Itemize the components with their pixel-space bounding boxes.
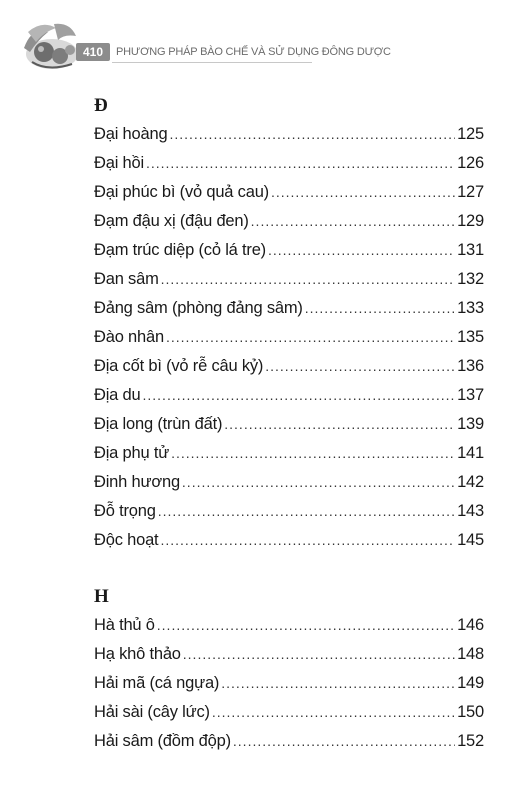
dot-leader bbox=[212, 698, 455, 727]
section-letter: Đ bbox=[94, 95, 108, 116]
entry-page-number: 142 bbox=[457, 473, 484, 491]
entry-page-number: 152 bbox=[457, 732, 484, 750]
index-entry bbox=[94, 265, 484, 294]
dot-leader bbox=[146, 149, 455, 178]
index-section-h bbox=[94, 583, 484, 756]
entry-page-number: 146 bbox=[457, 616, 484, 634]
dot-leader bbox=[169, 120, 455, 149]
entry-name: Hải sâm (đồm độp) bbox=[94, 732, 231, 750]
entry-name: Hải mã (cá ngựa) bbox=[94, 674, 220, 692]
dot-leader bbox=[305, 294, 455, 323]
index-entry bbox=[94, 410, 484, 439]
index-list bbox=[94, 92, 484, 756]
index-entry bbox=[94, 698, 484, 727]
index-entry bbox=[94, 381, 484, 410]
dot-leader bbox=[251, 207, 455, 236]
entry-page-number: 149 bbox=[457, 674, 484, 692]
entry-page-number: 139 bbox=[457, 415, 484, 433]
index-entry bbox=[94, 669, 484, 698]
index-entry bbox=[94, 149, 484, 178]
entry-page-number: 133 bbox=[457, 299, 484, 317]
entry-name: Địa cốt bì (vỏ rễ câu kỷ) bbox=[94, 357, 264, 375]
entry-name: Địa long (trùn đất) bbox=[94, 415, 223, 433]
entry-name: Đào nhân bbox=[94, 328, 164, 346]
dot-leader bbox=[161, 265, 455, 294]
entry-page-number: 150 bbox=[457, 703, 484, 721]
entry-name: Đạm đậu xị (đậu đen) bbox=[94, 212, 249, 230]
entry-page-number: 135 bbox=[457, 328, 484, 346]
dot-leader bbox=[158, 497, 455, 526]
entry-name: Địa phụ tử bbox=[94, 444, 170, 462]
dot-leader bbox=[183, 640, 455, 669]
index-entry bbox=[94, 294, 484, 323]
index-entry bbox=[94, 611, 484, 640]
index-entry bbox=[94, 727, 484, 756]
entry-page-number: 143 bbox=[457, 502, 484, 520]
index-entry bbox=[94, 236, 484, 265]
dot-leader bbox=[182, 468, 455, 497]
entry-page-number: 145 bbox=[457, 531, 484, 549]
index-entry bbox=[94, 497, 484, 526]
dot-leader bbox=[160, 526, 455, 555]
dot-leader bbox=[268, 236, 455, 265]
entry-name: Đan sâm bbox=[94, 270, 159, 288]
index-entry bbox=[94, 526, 484, 555]
entry-name: Đại phúc bì (vỏ quả cau) bbox=[94, 183, 269, 201]
index-entry bbox=[94, 468, 484, 497]
page-number-badge: 410 bbox=[76, 43, 110, 61]
dot-leader bbox=[221, 669, 455, 698]
entry-name: Đại hoàng bbox=[94, 125, 168, 143]
herbs-illustration-icon bbox=[18, 18, 80, 74]
entry-name: Đảng sâm (phòng đảng sâm) bbox=[94, 299, 303, 317]
dot-leader bbox=[171, 439, 455, 468]
index-entry bbox=[94, 352, 484, 381]
section-spacer bbox=[94, 555, 484, 583]
index-entry bbox=[94, 207, 484, 236]
entry-name: Hà thủ ô bbox=[94, 616, 155, 634]
entry-name: Độc hoạt bbox=[94, 531, 159, 549]
section-entries bbox=[94, 120, 484, 555]
entry-page-number: 125 bbox=[457, 125, 484, 143]
index-entry bbox=[94, 640, 484, 669]
entry-page-number: 141 bbox=[457, 444, 484, 462]
section-entries bbox=[94, 611, 484, 756]
index-entry bbox=[94, 323, 484, 352]
entry-page-number: 131 bbox=[457, 241, 484, 259]
section-letter: H bbox=[94, 586, 109, 607]
entry-page-number: 148 bbox=[457, 645, 484, 663]
entry-page-number: 126 bbox=[457, 154, 484, 172]
dot-leader bbox=[143, 381, 456, 410]
dot-leader bbox=[233, 727, 455, 756]
entry-page-number: 137 bbox=[457, 386, 484, 404]
page-header bbox=[0, 0, 532, 80]
dot-leader bbox=[166, 323, 455, 352]
index-entry bbox=[94, 120, 484, 149]
entry-name: Đỗ trọng bbox=[94, 502, 156, 520]
dot-leader bbox=[224, 410, 455, 439]
entry-page-number: 132 bbox=[457, 270, 484, 288]
running-title: PHƯƠNG PHÁP BÀO CHẾ VÀ SỬ DỤNG ĐÔNG DƯỢC bbox=[116, 46, 391, 58]
entry-page-number: 129 bbox=[457, 212, 484, 230]
index-entry bbox=[94, 439, 484, 468]
entry-page-number: 136 bbox=[457, 357, 484, 375]
entry-name: Hải sài (cây lức) bbox=[94, 703, 210, 721]
index-section-d bbox=[94, 92, 484, 555]
entry-name: Địa du bbox=[94, 386, 141, 404]
entry-name: Đại hồi bbox=[94, 154, 144, 172]
entry-name: Hạ khô thảo bbox=[94, 645, 181, 663]
entry-name: Đinh hương bbox=[94, 473, 180, 491]
dot-leader bbox=[271, 178, 455, 207]
index-entry bbox=[94, 178, 484, 207]
header-divider bbox=[112, 62, 312, 63]
entry-name: Đạm trúc diệp (cỏ lá tre) bbox=[94, 241, 266, 259]
dot-leader bbox=[265, 352, 455, 381]
entry-page-number: 127 bbox=[457, 183, 484, 201]
dot-leader bbox=[157, 611, 455, 640]
